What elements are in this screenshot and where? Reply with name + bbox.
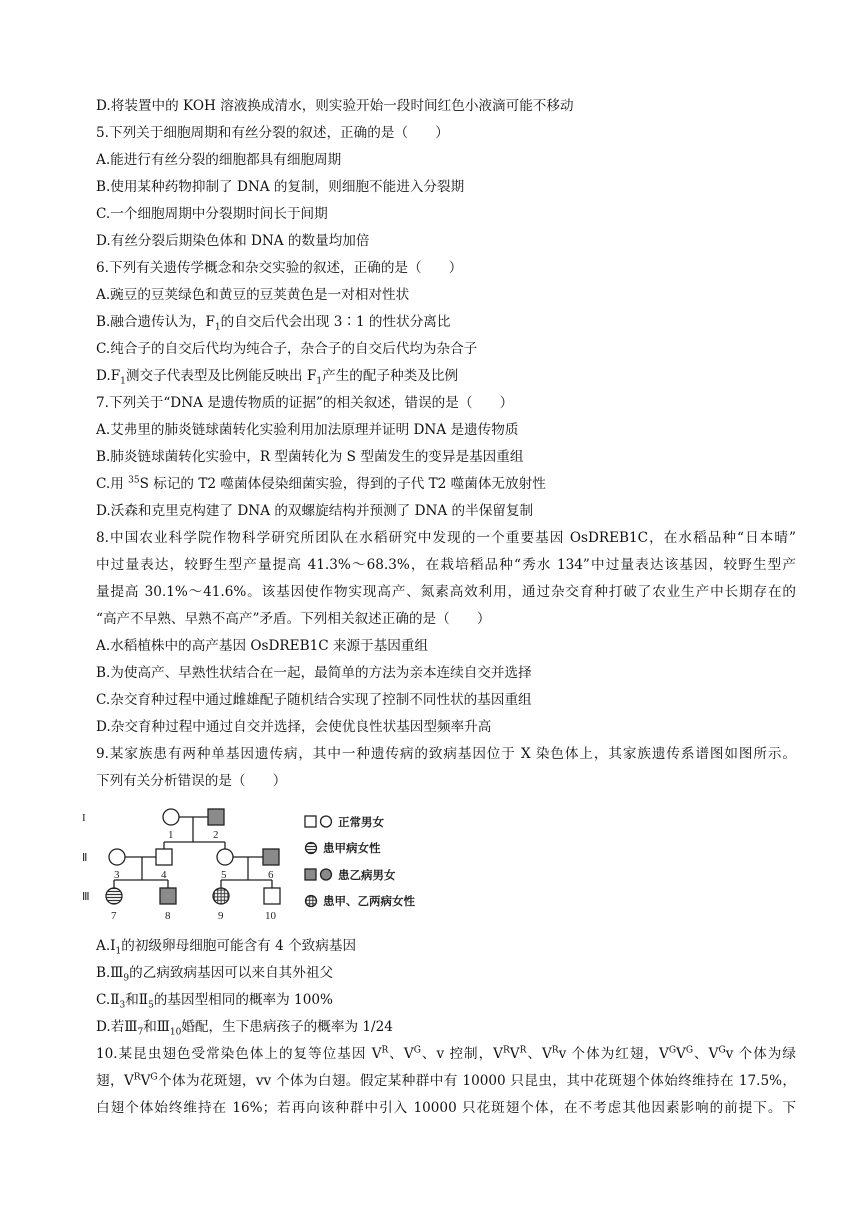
text-run: D.若Ⅲ xyxy=(96,1019,138,1035)
script-text: G xyxy=(718,1045,726,1056)
legend-yi: 患乙病男女 xyxy=(338,868,396,882)
text-run: 个体为花斑翅，vv 个体为白翅。假定某种群中有 10000 只昆虫，其中花斑翅个体始终维持在 17.5%， xyxy=(157,1073,796,1089)
legend-jia: 患甲病女性 xyxy=(323,841,381,855)
text-line xyxy=(96,691,532,709)
text-run: B.肺炎链球菌转化实验中，R 型菌转化为 S 型菌发生的变异是基因重组 xyxy=(96,449,524,465)
individual-II5 xyxy=(217,849,233,865)
text-line xyxy=(96,637,428,655)
individual-II3 xyxy=(109,849,125,865)
text-run: C.杂交育种过程中通过雌雄配子随机结合实现了控制不同性状的基因重组 xyxy=(96,692,532,708)
text-run: A.I xyxy=(96,938,116,954)
text-run: 和Ⅱ xyxy=(125,992,149,1008)
text-line xyxy=(96,1099,796,1117)
script-text: 10 xyxy=(169,1027,182,1038)
text-run: v 个体为绿 xyxy=(725,1046,796,1062)
text-run: C.Ⅱ xyxy=(96,992,120,1008)
script-text: 1 xyxy=(115,946,122,957)
individual-II4 xyxy=(156,849,172,865)
text-run: 量提高 30.1%～41.6%。该基因使作物实现高产、氮素高效利用，通过杂交育种打破了农业生产中长期存在的 xyxy=(96,584,796,600)
text-line xyxy=(96,529,796,547)
text-run: 8.中国农业科学院作物科学研究所团队在水稻研究中发现的一个重要基因 OsDREB1C，在水稻品种“日本晴” xyxy=(96,530,796,546)
text-line xyxy=(96,475,546,493)
text-run: A.艾弗里的肺炎链球菌转化实验利用加法原理并证明 DNA 是遗传物质 xyxy=(96,422,519,438)
script-text: G xyxy=(668,1045,677,1056)
text-line xyxy=(96,232,370,250)
text-run: v 个体为红翅，V xyxy=(558,1046,669,1062)
text-line xyxy=(96,367,458,385)
text-line xyxy=(96,583,796,601)
svg-text:7: 7 xyxy=(111,910,117,922)
text-line xyxy=(96,772,286,790)
text-line xyxy=(96,1018,393,1036)
text-run: B.Ⅲ xyxy=(96,965,124,981)
text-run: 的初级卵母细胞可能含有 4 个致病基因 xyxy=(121,938,357,954)
script-text: R xyxy=(381,1045,389,1056)
text-line xyxy=(96,151,341,169)
script-text: 9 xyxy=(123,973,130,984)
text-run: A.豌豆的豆荚绿色和黄豆的豆荚黄色是一对相对性状 xyxy=(96,287,410,303)
text-line xyxy=(96,502,533,520)
legend-both: 患甲、乙两病女性 xyxy=(323,894,415,908)
text-line xyxy=(96,664,532,682)
legend-normal: 正常男女 xyxy=(338,815,384,829)
text-run: A.水稻植株中的高产基因 OsDREB1C 来源于基因重组 xyxy=(96,638,429,654)
text-line xyxy=(96,205,328,223)
text-run: “高产不早熟、早熟不高产”矛盾。下列相关叙述正确的是（ ） xyxy=(96,611,491,627)
svg-text:2: 2 xyxy=(213,829,219,841)
text-run: D.将装置中的 KOH 溶液换成清水，则实验开始一段时间红色小液滴可能不移动 xyxy=(96,98,574,114)
svg-text:3: 3 xyxy=(114,869,120,881)
individual-II6 xyxy=(263,849,279,865)
script-text: R xyxy=(503,1045,510,1056)
script-text: G xyxy=(150,1072,158,1083)
text-run: V xyxy=(140,1073,151,1089)
text-run: 、V xyxy=(693,1046,719,1062)
text-line xyxy=(96,745,796,763)
text-line xyxy=(96,421,518,439)
text-run: 5.下列关于细胞周期和有丝分裂的叙述，正确的是（ ） xyxy=(96,125,449,141)
individual-I1 xyxy=(163,809,179,825)
text-run: 、V xyxy=(526,1046,552,1062)
text-run: 、v 控制，V xyxy=(420,1046,503,1062)
text-run: 的自交后代会出现 3∶1 的性状分离比 xyxy=(220,314,451,330)
text-run: 产生的配子种类及比例 xyxy=(322,368,459,384)
text-run: C.纯合子的自交后代均为纯合子，杂合子的自交后代均为杂合子 xyxy=(96,341,478,357)
text-run: 7.下列关于“DNA 是遗传物质的证据”的相关叙述，错误的是（ ） xyxy=(96,395,514,411)
text-run: V xyxy=(509,1046,520,1062)
text-run: V xyxy=(676,1046,686,1062)
text-run: 翅，V xyxy=(96,1073,134,1089)
text-line xyxy=(96,97,574,115)
text-run: C.一个细胞周期中分裂期时间长于间期 xyxy=(96,206,328,222)
svg-text:1: 1 xyxy=(168,829,174,841)
text-run: C.用 xyxy=(96,476,129,492)
script-text: 35 xyxy=(128,475,140,486)
text-line xyxy=(96,178,464,196)
script-text: G xyxy=(685,1045,694,1056)
svg-text:10: 10 xyxy=(265,910,276,922)
text-line xyxy=(96,556,796,574)
script-text: 1 xyxy=(214,322,221,333)
text-line xyxy=(96,313,451,331)
text-run: 下列有关分析错误的是（ ） xyxy=(96,773,287,789)
text-run: D.杂交育种过程中通过自交并选择，会使优良性状基因型频率升高 xyxy=(96,719,492,735)
text-line xyxy=(96,1072,796,1090)
script-text: R xyxy=(519,1045,527,1056)
text-run: 9.某家族患有两种单基因遗传病，其中一种遗传病的致病基因位于 X 染色体上，其家族遗传系谱图如图所示。 xyxy=(96,746,796,762)
text-run: 和Ⅲ xyxy=(143,1019,170,1035)
individual-III8 xyxy=(160,888,176,904)
individual-III10 xyxy=(264,888,280,904)
text-line xyxy=(96,718,491,736)
text-run: 10.某昆虫翅色受常染色体上的复等位基因 V xyxy=(96,1046,382,1062)
script-text: R xyxy=(133,1072,141,1083)
script-text: 5 xyxy=(148,1000,154,1011)
script-text: R xyxy=(551,1045,559,1056)
text-run: 的乙病致病基因可以来自其外祖父 xyxy=(129,965,334,981)
text-run: 白翅个体始终维持在 16%；若再向该种群中引入 10000 只花斑翅个体，在不考虑其他因素影响的前提下。下 xyxy=(96,1100,796,1116)
individual-III7 xyxy=(106,888,122,904)
svg-text:6: 6 xyxy=(268,869,274,881)
text-run: D.沃森和克里克构建了 DNA 的双螺旋结构并预测了 DNA 的半保留复制 xyxy=(96,503,534,519)
text-line xyxy=(96,124,449,142)
text-run: 中过量表达，较野生型产量提高 41.3%～68.3%，在栽培稻品种“秀水 134”中过量表达该基因，较野生型产 xyxy=(96,557,796,573)
svg-text:4: 4 xyxy=(161,869,167,881)
text-line xyxy=(96,991,333,1009)
text-line xyxy=(96,286,409,304)
text-run: D.F xyxy=(96,368,121,384)
text-run: D.有丝分裂后期染色体和 DNA 的数量均加倍 xyxy=(96,233,370,249)
gen-label-II: Ⅱ xyxy=(82,852,88,864)
text-run: B.使用某种药物抑制了 DNA 的复制，则细胞不能进入分裂期 xyxy=(96,179,465,195)
script-text: 7 xyxy=(137,1027,144,1038)
script-text: G xyxy=(413,1045,421,1056)
text-line xyxy=(96,448,523,466)
individual-I2 xyxy=(208,809,224,825)
gen-label-I: I xyxy=(82,812,86,824)
svg-text:9: 9 xyxy=(218,910,224,922)
text-run: S 标记的 T2 噬菌体侵染细菌实验，得到的子代 T2 噬菌体无放射性 xyxy=(139,476,546,492)
text-line xyxy=(96,394,513,412)
text-run: B.融合遗传认为，F xyxy=(96,314,215,330)
gen-label-III: Ⅲ xyxy=(82,891,90,903)
text-run: 、V xyxy=(388,1046,414,1062)
script-text: 1 xyxy=(316,376,323,387)
text-run: 的基因型相同的概率为 100% xyxy=(153,992,333,1008)
text-line xyxy=(96,964,333,982)
text-run: A.能进行有丝分裂的细胞都具有细胞周期 xyxy=(96,152,342,168)
text-run: 测交子代表型及比例能反映出 F xyxy=(125,368,317,384)
text-line xyxy=(96,259,462,277)
text-line xyxy=(96,340,477,358)
text-run: 6.下列有关遗传学概念和杂交实验的叙述，正确的是（ ） xyxy=(96,260,463,276)
script-text: 3 xyxy=(119,1000,126,1011)
text-line xyxy=(96,610,491,628)
svg-text:8: 8 xyxy=(165,910,171,922)
text-run: 婚配，生下患病孩子的概率为 1/24 xyxy=(181,1019,393,1035)
svg-text:5: 5 xyxy=(221,869,227,881)
individual-III9 xyxy=(213,888,229,904)
text-line xyxy=(96,1045,796,1063)
text-run: B.为使高产、早熟性状结合在一起，最简单的方法为亲本连续自交并选择 xyxy=(96,665,532,681)
script-text: 1 xyxy=(120,376,126,387)
text-line xyxy=(96,937,356,955)
pedigree-figure xyxy=(80,800,480,930)
